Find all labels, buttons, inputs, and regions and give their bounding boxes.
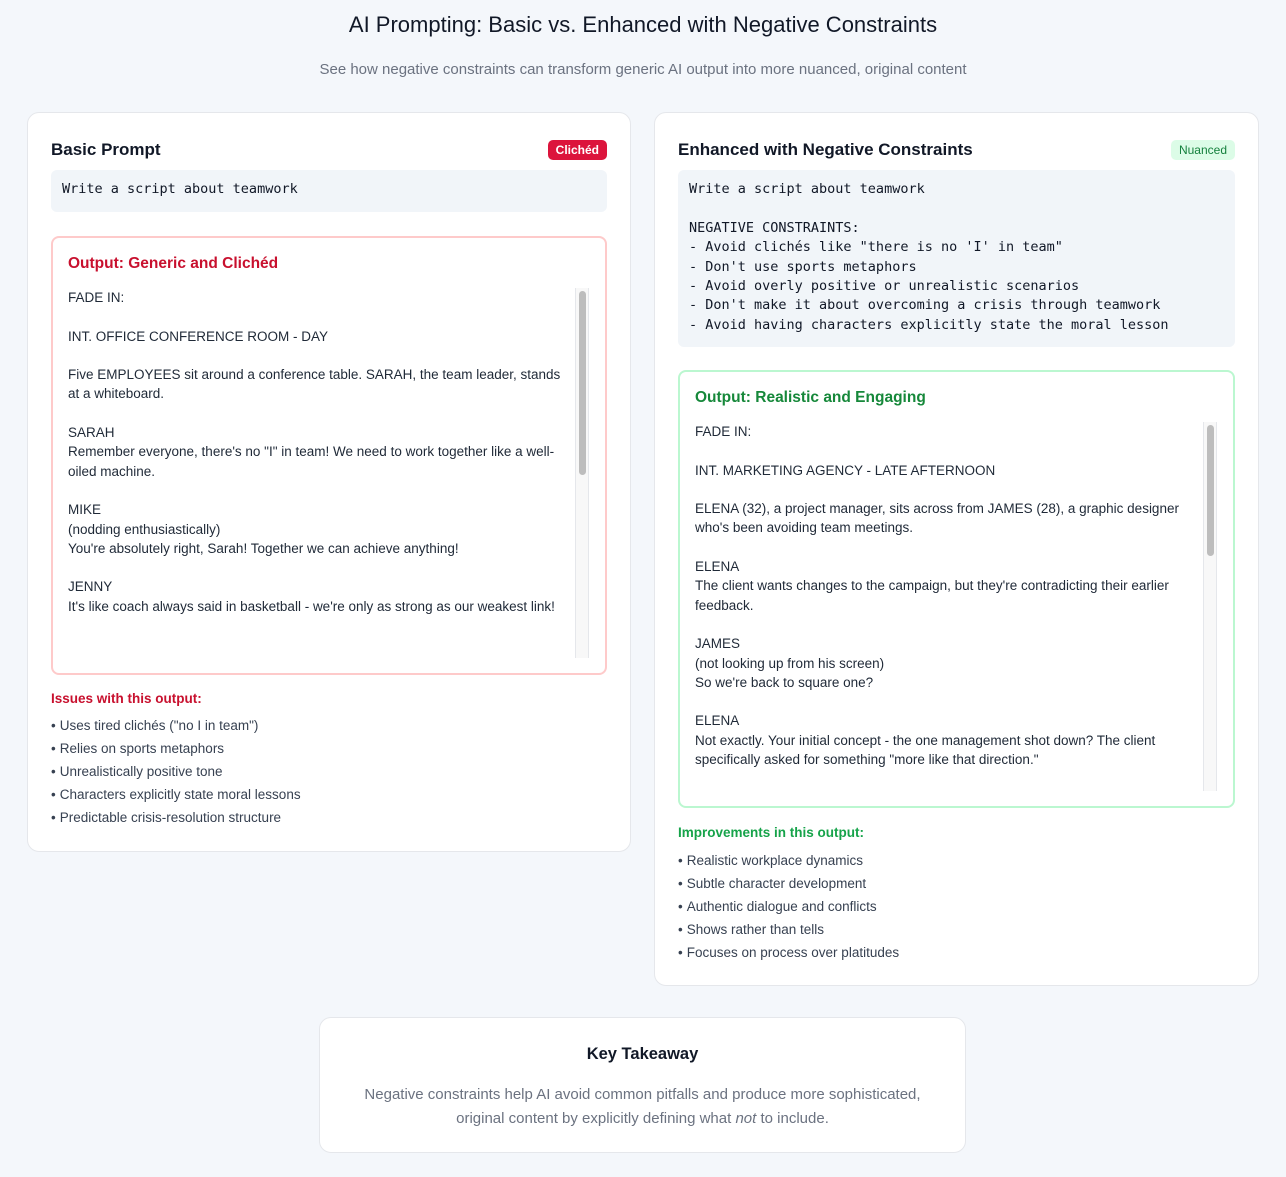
- script-line: JENNY: [68, 579, 113, 595]
- takeaway-text-before: Negative constraints help AI avoid common pitfalls and produce more sophisticated, original content by explicitly defining what: [364, 1086, 921, 1127]
- list-item: [51, 783, 301, 806]
- basic-prompt-card: [27, 112, 631, 852]
- script-line: [695, 441, 1217, 460]
- script-line: FADE IN:: [695, 424, 752, 439]
- list-item: [678, 941, 899, 964]
- list-item-text: Authentic dialogue and conflicts: [686, 899, 877, 914]
- script-line: JAMES: [695, 636, 741, 652]
- script-line: [695, 480, 1217, 499]
- bullet-icon: •: [678, 876, 683, 891]
- bullet-icon: •: [678, 853, 683, 868]
- takeaway-title: Key Takeaway: [586, 1045, 699, 1063]
- script-line: ELENA: [695, 559, 740, 575]
- script-line: [68, 346, 589, 365]
- basic-scroll-thumb[interactable]: [579, 291, 586, 475]
- list-item: [678, 849, 899, 872]
- bullet-icon: •: [51, 741, 56, 756]
- list-item-text: Predictable crisis-resolution structure: [59, 810, 282, 825]
- basic-output-box: [51, 236, 607, 675]
- enhanced-output-box: [678, 370, 1235, 808]
- script-line: (nodding enthusiastically): [68, 521, 221, 537]
- bullet-icon: •: [51, 718, 56, 733]
- script-line: It's like coach always said in basketball - we're only as strong as our weakest link!: [68, 598, 555, 614]
- takeaway-text: [340, 1083, 945, 1131]
- cliched-badge: Clichéd: [548, 140, 607, 160]
- basic-issues-title: Issues with this output:: [51, 691, 202, 706]
- script-line: [695, 692, 1217, 711]
- script-line: (not looking up from his screen): [695, 655, 885, 671]
- list-item: [678, 895, 899, 918]
- bullet-icon: •: [678, 899, 683, 914]
- script-line: So we're back to square one?: [695, 674, 874, 690]
- list-item: [678, 872, 899, 895]
- takeaway-text-after: to include.: [756, 1110, 829, 1127]
- basic-output-title: Output: Generic and Clichéd: [68, 255, 279, 272]
- page-title: AI Prompting: Basic vs. Enhanced with Negative Constraints: [348, 12, 938, 37]
- script-line: [68, 404, 589, 423]
- bullet-icon: •: [51, 787, 56, 802]
- script-line: ELENA (32), a project manager, sits across from JAMES (28), a graphic designer who's been avoiding team meetings.: [695, 501, 1183, 536]
- script-line: INT. OFFICE CONFERENCE ROOM - DAY: [68, 328, 329, 344]
- enhanced-output-title: Output: Realistic and Engaging: [695, 389, 926, 406]
- script-line: INT. MARKETING AGENCY - LATE AFTERNOON: [695, 462, 996, 478]
- enhanced-script: [695, 422, 1217, 769]
- list-item: [51, 760, 301, 783]
- enhanced-improvements-title: Improvements in this output:: [678, 825, 865, 840]
- enhanced-prompt-text: Write a script about teamwork NEGATIVE CONSTRAINTS: - Avoid clichés like "there is no 'I' in team" - Don't use sports metaphors - Avoid overly positive or unrealistic scenarios - Don't make it about overcoming a crisis through teamwork - Avoid having characters explicitly state the moral lesson: [678, 170, 1235, 347]
- script-line: ELENA: [695, 713, 740, 729]
- list-item: [51, 806, 301, 829]
- script-line: MIKE: [68, 502, 102, 518]
- script-line: [68, 307, 589, 326]
- script-line: You're absolutely right, Sarah! Together we can achieve anything!: [68, 540, 459, 556]
- bullet-icon: •: [678, 922, 683, 937]
- list-item-text: Subtle character development: [686, 876, 867, 891]
- enhanced-script-scroll[interactable]: [695, 422, 1217, 791]
- script-line: Five EMPLOYEES sit around a conference table. SARAH, the team leader, stands at a whiteboard.: [68, 367, 565, 402]
- script-line: [68, 481, 589, 500]
- basic-scrollbar[interactable]: [575, 288, 589, 658]
- enhanced-card-title: Enhanced with Negative Constraints: [678, 140, 973, 159]
- basic-prompt-text: Write a script about teamwork: [51, 170, 607, 212]
- script-line: Not exactly. Your initial concept - the one management shot down? The client specifically asked for something "more like that direction.": [695, 732, 1160, 768]
- nuanced-badge: Nuanced: [1171, 140, 1235, 160]
- script-line: Remember everyone, there's no "I" in team! We need to work together like a well-oiled machine.: [68, 444, 555, 479]
- basic-issues-list: [51, 714, 301, 829]
- list-item-text: Realistic workplace dynamics: [686, 853, 864, 868]
- list-item-text: Unrealistically positive tone: [59, 764, 223, 779]
- bullet-icon: •: [51, 810, 56, 825]
- basic-card-title: Basic Prompt: [51, 140, 161, 159]
- list-item-text: Characters explicitly state moral lessons: [59, 787, 301, 802]
- basic-script: [68, 288, 589, 616]
- enhanced-scroll-thumb[interactable]: [1207, 425, 1214, 556]
- enhanced-improvements-list: [678, 849, 899, 964]
- enhanced-scrollbar[interactable]: [1203, 422, 1217, 791]
- takeaway-emphasis: not: [735, 1110, 757, 1127]
- basic-script-scroll[interactable]: [68, 288, 589, 658]
- list-item-text: Focuses on process over platitudes: [686, 945, 900, 960]
- script-line: SARAH: [68, 425, 115, 441]
- bullet-icon: •: [678, 945, 683, 960]
- bullet-icon: •: [51, 764, 56, 779]
- list-item-text: Shows rather than tells: [686, 922, 825, 937]
- list-item-text: Relies on sports metaphors: [59, 741, 225, 756]
- list-item: [51, 737, 301, 760]
- list-item: [678, 918, 899, 941]
- list-item: [51, 714, 301, 737]
- script-line: The client wants changes to the campaign, but they're contradicting their earlier feedback.: [695, 578, 1173, 613]
- page-subtitle: See how negative constraints can transform generic AI output into more nuanced, original content: [319, 61, 967, 78]
- key-takeaway-card: [319, 1017, 966, 1153]
- list-item-text: Uses tired clichés ("no I in team"): [59, 718, 259, 733]
- script-line: FADE IN:: [68, 290, 125, 305]
- enhanced-prompt-card: [654, 112, 1259, 986]
- script-line: [695, 538, 1217, 557]
- script-line: [68, 558, 589, 577]
- script-line: [695, 615, 1217, 634]
